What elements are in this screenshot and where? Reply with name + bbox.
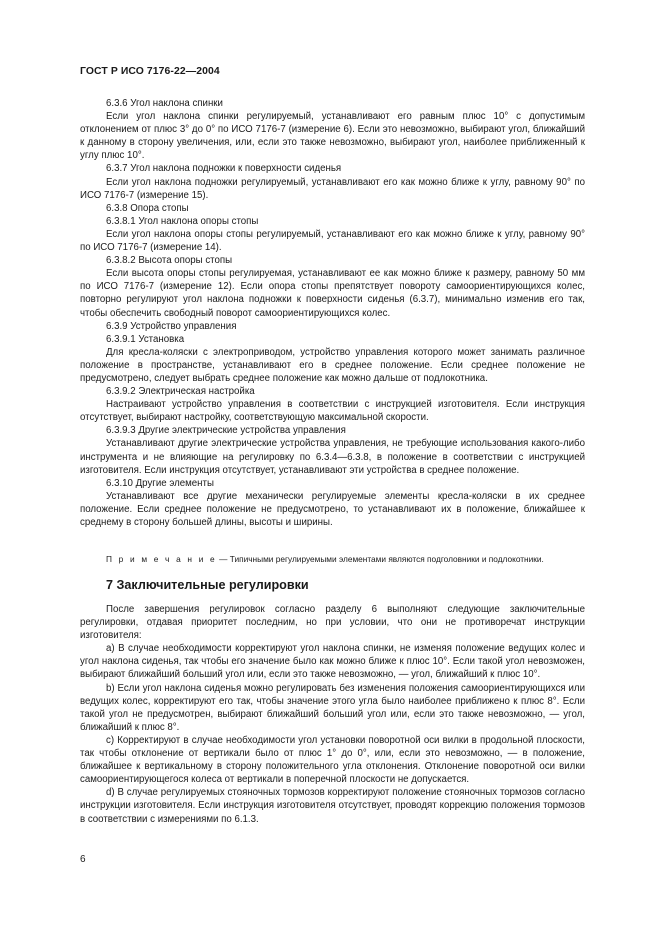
list-item-d: d) В случае регулируемых стояночных тормозов корректируют положение стояночных тормозов согласно инструкции изготовителя. Если инструкция изготовителя отсутствует, проводят коррекцию положения тормозов в соответствии с измерениями по 6.1.3. <box>80 787 585 825</box>
clause-text: Устанавливают все другие механически регулируемые элементы кресла-коляски в их среднее положение. Если среднее положение не предусмотрено, то устанавливают их в положение, ближайшее к среднему в сторону большей длины, высоты и ширины. <box>80 490 585 528</box>
clause-heading: 6.3.10 Другие элементы <box>106 477 214 489</box>
clause-heading: 6.3.8.2 Высота опоры стопы <box>106 255 233 267</box>
clause-text: Если угол наклона спинки регулируемый, устанавливают его равным плюс 10° с допустимым отклонением от плюс 3° до 0° по ИСО 7176-7 (измерение 6). Если это невозможно, выбирают угол, ближайший к данному в сторону увеличения, или, если это также невозможно, выбирают угол, наиболее приближенный к углу плюс 10°. <box>80 111 585 162</box>
clause-text: Если высота опоры стопы регулируемая, устанавливают ее как можно ближе к размеру, равному 50 мм по ИСО 7176-7 (измерение 12). Если опора стопы препятствует повороту самоориентирующихся колес, повторно регулируют угол наклона подножки к поверхности сиденья (6.3.7), минимально изменив его так, чтобы обеспечить свободный поворот самоориентирующихся колес. <box>80 268 585 319</box>
list-item-c: c) Корректируют в случае необходимости угол установки поворотной оси вилки в продольной плоскости, так чтобы отклонение от вертикали было от плюс 1° до 0°, или, если это невозможно, — в положение, ближайшее к вертикальному в сторону положительного угла отклонения. Отклонение поворотной оси вилки самоориентирующегося колеса от вертикали в поперечной плоскости не допускается. <box>80 734 585 786</box>
clauses-block <box>80 97 585 529</box>
clause-text: Если угол наклона подножки регулируемый, устанавливают его как можно ближе к углу, равному 90° по ИСО 7176-7 (измерение 15). <box>80 176 585 201</box>
clause-heading: 6.3.6 Угол наклона спинки <box>106 98 223 109</box>
clause-text: Для кресла-коляски с электроприводом, устройство управления которого может занимать различное положение в пространстве, устанавливают его в среднее положение. Если среднее положение не предусмотрено, следует выбрать среднее положение как можно дальше от подлокотника. <box>80 346 585 384</box>
document-header: ГОСТ Р ИСО 7176-22—2004 <box>80 66 220 77</box>
clause-text: Устанавливают другие электрические устройства управления, не требующие использования какого-либо инструмента и не влияющие на регулировку по 6.3.4—6.3.8, в положение в соответствии с инструкцией изготовителя. Если инструкция отсутствует, устанавливают эти устройства в среднее положение. <box>80 438 585 476</box>
clause-text: Настраивают устройство управления в соответствии с инструкцией изготовителя. Если инструкция отсутствует, выбирают настройку, соответствующую максимальной скорости. <box>80 399 585 424</box>
clause-heading: 6.3.9.1 Установка <box>106 333 185 345</box>
note-text: — Типичными регулируемыми элементами являются подголовники и подлокотники. <box>216 554 544 564</box>
clause-text: Если угол наклона опоры стопы регулируемый, устанавливают его как можно ближе к углу, равному 90° по ИСО 7176-7 (измерение 14). <box>80 228 585 254</box>
clause-heading: 6.3.9 Устройство управления <box>106 320 237 332</box>
note-label: П р и м е ч а н и е <box>106 554 217 564</box>
list-item-a: a) В случае необходимости корректируют угол наклона спинки, не изменяя положение ведущих колес и угол наклона сиденья, так чтобы его значение было как можно ближе к плюс 10°. Если такой угол невозможен, выбирают ближайший больший угол или, если это также невозможно, — угол, ближайший к плюс 10°. <box>80 643 585 681</box>
section-block <box>80 603 585 826</box>
note <box>80 553 585 565</box>
page-number: 6 <box>80 854 86 865</box>
clause-heading: 6.3.8.1 Угол наклона опоры стопы <box>106 215 259 227</box>
section-intro: После завершения регулировок согласно разделу 6 выполняют следующие заключительные регулировки, отдавая приоритет последним, но при условии, что они не противоречат инструкции изготовителя: <box>80 604 585 642</box>
note-block <box>80 547 585 565</box>
clause-heading: 6.3.7 Угол наклона подножки к поверхности сиденья <box>106 163 342 175</box>
list-item-b: b) Если угол наклона сиденья можно регулировать без изменения положения самоориентирующихся или ведущих колес, корректируют его так, чтобы значение этого угла было наиболее приближено к плюс 8°. Если такой угол не предусмотрен, выбирают ближайший больший угол или, если это также невозможно, — угол, ближайший к плюс 8°. <box>80 682 585 733</box>
section-heading: 7 Заключительные регулировки <box>106 578 309 592</box>
clause-heading: 6.3.9.2 Электрическая настройка <box>106 386 255 398</box>
clause-heading: 6.3.9.3 Другие электрические устройства управления <box>106 425 346 437</box>
clause-heading: 6.3.8 Опора стопы <box>106 202 189 214</box>
